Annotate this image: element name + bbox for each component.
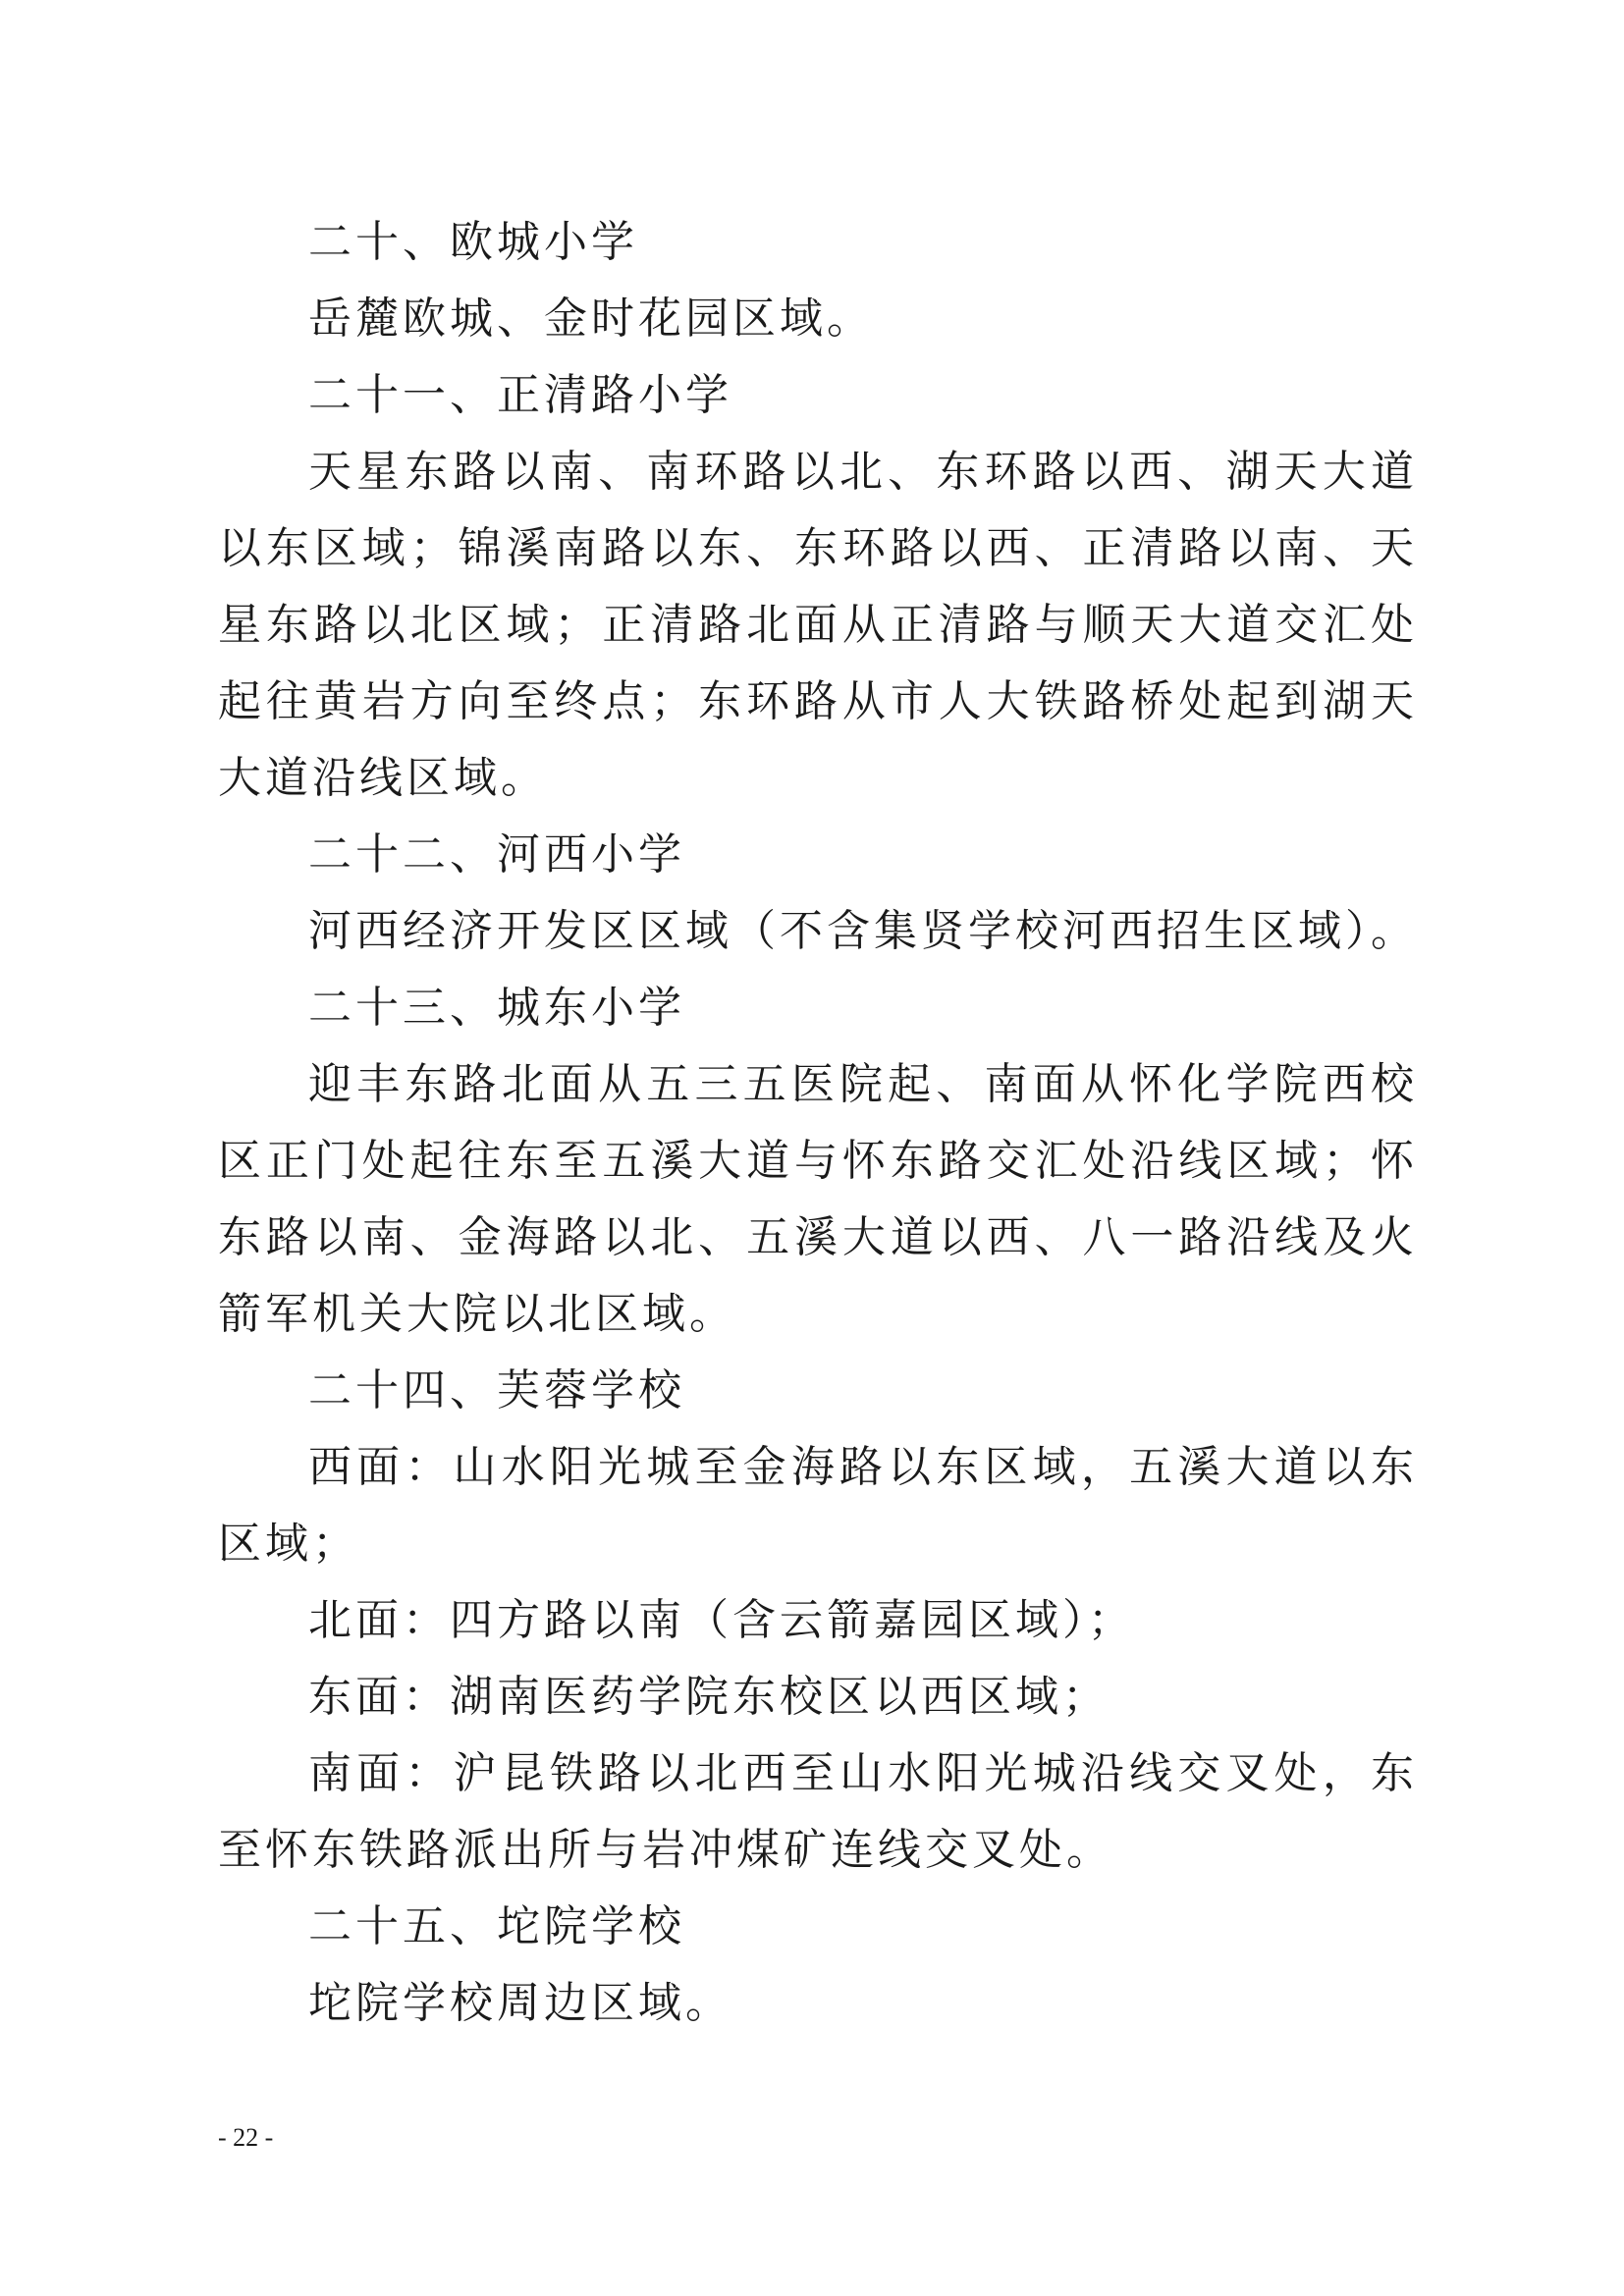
section-paragraph: 南面：沪昆铁路以北西至山水阳光城沿线交叉处，东至怀东铁路派出所与岩冲煤矿连线交叉处。 bbox=[218, 1748, 1418, 1875]
section-paragraph: 北面：四方路以南（含云箭嘉园区域）； bbox=[308, 1595, 1135, 1645]
section-paragraph: 西面：山水阳光城至金海路以东区域，五溪大道以东区域； bbox=[218, 1442, 1418, 1569]
section-heading: 二十五、坨院学校 bbox=[308, 1901, 685, 1951]
page-number: - 22 - bbox=[218, 2123, 274, 2152]
section-heading: 二十三、城东小学 bbox=[308, 983, 685, 1033]
section-paragraph: 岳麓欧城、金时花园区域。 bbox=[308, 294, 874, 344]
section-chengdong-primary bbox=[218, 970, 1418, 1353]
section-zhengqing-road-primary bbox=[218, 357, 1418, 817]
section-furong-school bbox=[218, 1353, 1418, 1889]
section-ouchen-primary bbox=[218, 204, 1418, 357]
section-hexi-primary bbox=[218, 817, 1418, 970]
section-tuoyuan-school bbox=[218, 1889, 1418, 2042]
section-heading: 二十、欧城小学 bbox=[308, 217, 638, 267]
section-paragraph: 坨院学校周边区域。 bbox=[308, 1978, 732, 2028]
section-heading: 二十四、芙蓉学校 bbox=[308, 1365, 685, 1415]
section-paragraph: 东面：湖南医药学院东校区以西区域； bbox=[308, 1672, 1110, 1722]
section-paragraph: 天星东路以南、南环路以北、东环路以西、湖天大道以东区域；锦溪南路以东、东环路以西、正清路以南、天星东路以北区域；正清路北面从正清路与顺天大道交汇处起往黄岩方向至终点；东环路从市人大铁路桥处起到湖天大道沿线区域。 bbox=[218, 447, 1418, 803]
section-heading: 二十二、河西小学 bbox=[308, 829, 685, 880]
section-heading: 二十一、正清路小学 bbox=[308, 370, 732, 420]
document-body bbox=[218, 204, 1418, 2042]
section-paragraph: 迎丰东路北面从五三五医院起、南面从怀化学院西校区正门处起往东至五溪大道与怀东路交汇处沿线区域；怀东路以南、金海路以北、五溪大道以西、八一路沿线及火箭军机关大院以北区域。 bbox=[218, 1059, 1418, 1339]
section-paragraph: 河西经济开发区区域（不含集贤学校河西招生区域）。 bbox=[308, 906, 1418, 956]
